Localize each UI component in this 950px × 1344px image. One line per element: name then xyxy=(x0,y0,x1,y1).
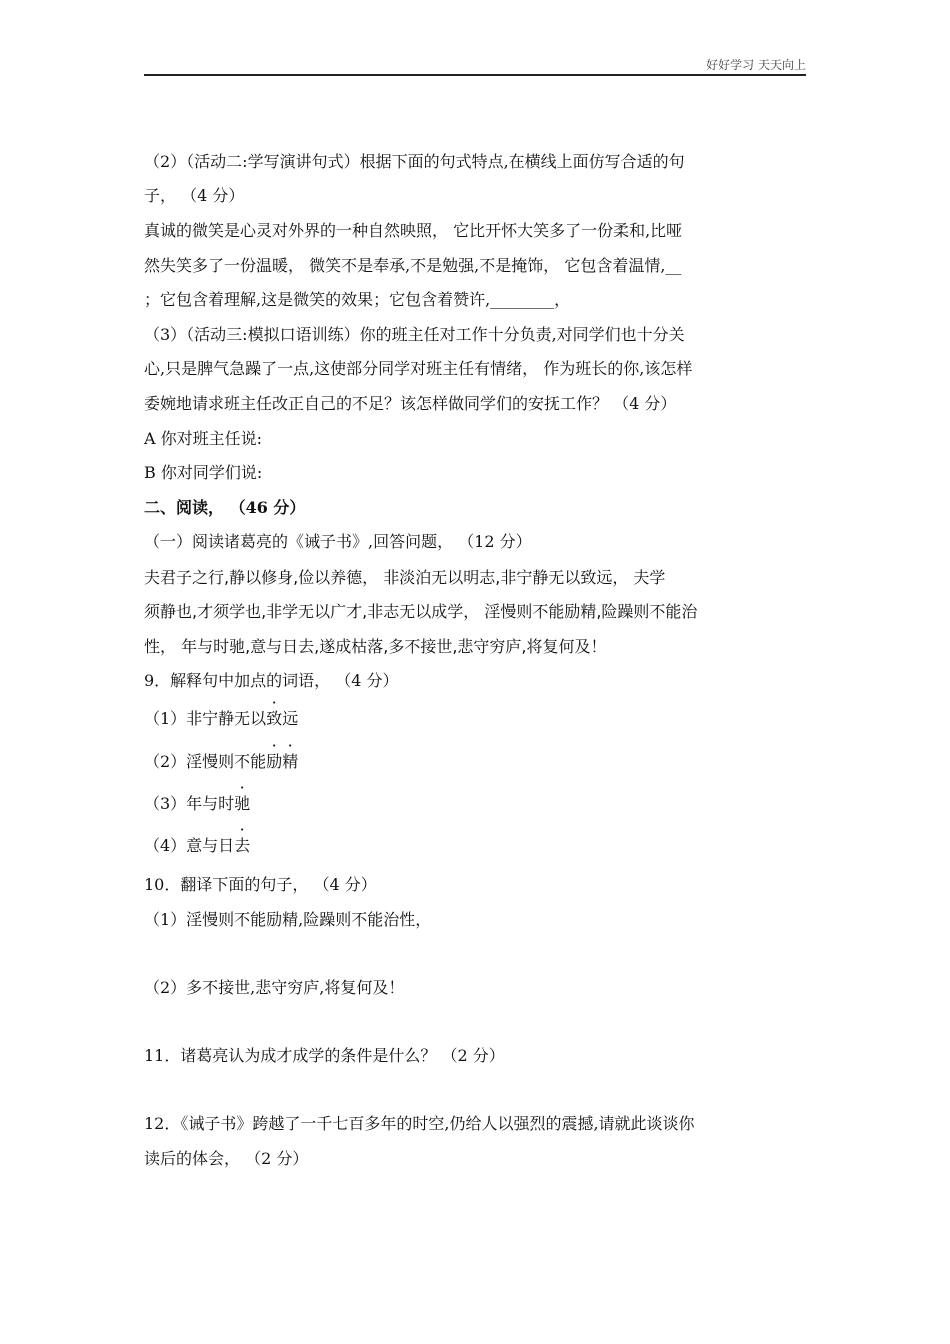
q10-title: 10．翻译下面的句子， （4 分） xyxy=(144,875,377,894)
q8-part3-line3: 委婉地请求班主任改正自己的不足？该怎样做同学们的安抚工作？ （4 分） xyxy=(144,394,677,413)
q9-item2-pre: （2）淫慢则不能 xyxy=(144,752,267,771)
section2-sub1: （一）阅读诸葛亮的《诫子书》,回答问题， （12 分） xyxy=(144,532,532,551)
q8-part2-line4: 然失笑多了一份温暖， 微笑不是奉承,不是勉强,不是掩饰， 它包含着温情,__ xyxy=(144,256,682,275)
q12-line1: 12．《诫子书》跨越了一千七百多年的时空,仍给人以强烈的震撼,请就此谈谈你 xyxy=(144,1114,695,1133)
passage-line2: 须静也,才须学也,非学无以广才,非志无以成学， 淫慢则不能励精,险躁则不能治 xyxy=(144,602,698,621)
q9-item1 xyxy=(144,709,806,729)
dotted-char: 励 xyxy=(266,752,283,771)
q8-part3-line2: 心,只是脾气急躁了一点,这使部分同学对班主任有情绪， 作为班长的你,该怎样 xyxy=(144,359,693,378)
q8-part2-line2: 子， （4 分） xyxy=(144,186,245,205)
q9-item4-pre: （4）意与日 xyxy=(144,836,235,855)
header-motto: 好好学习 天天向上 xyxy=(706,58,806,72)
q9-title: 9．解释句中加点的词语， （4 分） xyxy=(144,671,399,690)
passage-line1: 夫君子之行,静以修身,俭以养德， 非淡泊无以明志,非宁静无以致远， 夫学 xyxy=(144,568,666,587)
q8-part2-line3: 真诚的微笑是心灵对外界的一种自然映照， 它比开怀大笑多了一份柔和,比哑 xyxy=(144,221,683,240)
dotted-char: 去 xyxy=(234,836,251,855)
q8-part2-line1: （2）（活动二:学写演讲句式）根据下面的句式特点,在横线上面仿写合适的句 xyxy=(144,152,685,171)
q8-part2-line5: ；它包含着理解,这是微笑的效果；它包含着赞许,________， xyxy=(144,290,571,309)
q8-part3-a: A 你对班主任说: xyxy=(144,429,263,448)
page-header xyxy=(144,54,806,76)
q10-item2: （2）多不接世,悲守穷庐,将复何及！ xyxy=(144,978,405,997)
q9-item1-post: 远 xyxy=(282,709,299,728)
passage-line3: 性， 年与时驰,意与日去,遂成枯落,多不接世,悲守穷庐,将复何及！ xyxy=(144,637,607,656)
section2-title: 二、阅读， （46 分） xyxy=(144,498,306,517)
dotted-char: 驰 xyxy=(234,794,251,813)
dotted-char: 致 xyxy=(266,709,283,728)
q11-title: 11．诸葛亮认为成才成学的条件是什么？ （2 分） xyxy=(144,1046,505,1065)
q12-line2: 读后的体会， （2 分） xyxy=(144,1149,309,1168)
dotted-char: 精 xyxy=(282,752,299,771)
q10-item1: （1）淫慢则不能励精,险躁则不能治性， xyxy=(144,910,432,929)
q9-item1-pre: （1）非宁静无以 xyxy=(144,709,267,728)
q8-part3-b: B 你对同学们说: xyxy=(144,463,263,482)
q9-item3-pre: （3）年与时 xyxy=(144,794,235,813)
q9-item2 xyxy=(144,752,806,772)
q9-item4 xyxy=(144,836,806,856)
q8-part3-line1: （3）（活动三:模拟口语训练）你的班主任对工作十分负责,对同学们也十分关 xyxy=(144,325,685,344)
q9-item3 xyxy=(144,794,806,814)
